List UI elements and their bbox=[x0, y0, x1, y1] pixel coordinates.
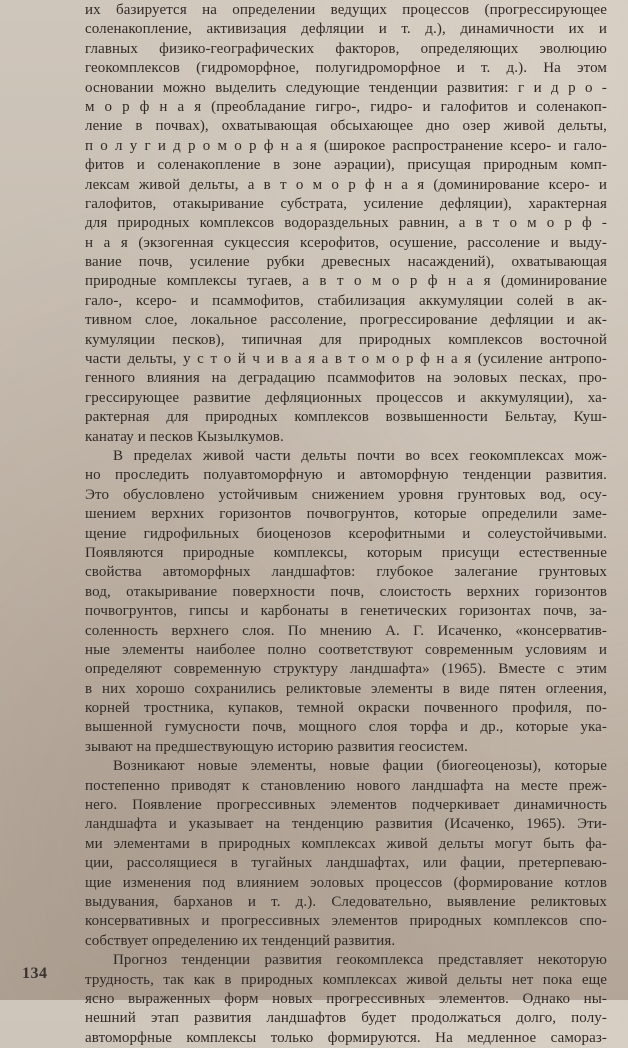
text-line: для природных комплексов водораздельных равнин, а в т о м о р ф - bbox=[85, 215, 607, 232]
text-line: фитов и соленакопление в зоне аэрации), присущая природным комп- bbox=[85, 157, 607, 174]
text-line: м о р ф н а я (преобладание гигро-, гидро- и галофитов и соленакоп- bbox=[85, 98, 607, 115]
text-line: ясно выраженных форм новых прогрессивных элементов. Однако ны- bbox=[85, 990, 607, 1007]
text-line: корней тростника, купаков, темной окраски почвенного профиля, по- bbox=[85, 700, 607, 717]
text-line: ные элементы наиболее полно соответствуют современным условиям и bbox=[85, 641, 607, 658]
text-line: щие изменения под влиянием эоловых процессов (формирование котлов bbox=[85, 874, 607, 891]
text-line: щение гидрофильных биоценозов ксерофитными и солеустойчивыми. bbox=[85, 525, 607, 542]
text-line: главных физико-географических факторов, определяющих эволюцию bbox=[85, 40, 607, 57]
text-line: В пределах живой части дельты почти во всех геокомплексах мож- bbox=[113, 447, 607, 464]
text-line: почвогрунтов, гипсы и карбонаты в генетических горизонтах почв, за- bbox=[85, 603, 607, 620]
page-number: 134 bbox=[22, 965, 48, 982]
text-line: свойства автоморфных ландшафтов: глубокое залегание грунтовых bbox=[85, 564, 607, 581]
text-line: основании можно выделить следующие тенденции развития: г и д р о - bbox=[85, 79, 607, 96]
text-line: собствует определению их тенденций развития. bbox=[85, 932, 396, 949]
text-line: ландшафта и указывает на тенденцию развития (Исаченко, 1965). Эти- bbox=[85, 816, 607, 833]
text-line: трудность, так как в природных комплексах живой дельты нет пока еще bbox=[85, 971, 607, 988]
text-line: Это обусловлено устойчивым снижением уровня грунтовых вод, осу- bbox=[85, 486, 607, 503]
text-line: Прогноз тенденции развития геокомплекса представляет некоторую bbox=[113, 952, 607, 969]
text-line: ми элементами в природных комплексах живой дельты могут быть фа- bbox=[85, 835, 607, 852]
text-line: п о л у г и д р о м о р ф н а я (широкое распространение ксеро- и гало- bbox=[85, 137, 607, 154]
text-line: нешний этап развития ландшафтов будет продолжаться долго, полу- bbox=[85, 1010, 607, 1027]
text-line: выдувания, барханов и т. д.). Следовательно, выявление реликтовых bbox=[85, 893, 607, 910]
text-line: гало-, ксеро- и псаммофитов, стабилизация аккумуляции солей в ак- bbox=[85, 292, 607, 309]
text-line: грессирующее развитие дефляционных процессов и аккумуляции), ха- bbox=[85, 389, 607, 406]
text-line: геокомплексов (гидроморфное, полугидроморфное и т. д.). На этом bbox=[85, 60, 607, 77]
text-line: н а я (экзогенная сукцессия ксерофитов, осушение, рассоление и выду- bbox=[85, 234, 607, 251]
text-line: части дельты, у с т о й ч и в а я а в т о м о р ф н а я (усиление антропо- bbox=[85, 351, 607, 368]
text-line: ции, рассолящиеся в тугайных ландшафтах, или фации, претерпеваю- bbox=[85, 855, 607, 872]
text-line: Появляются природные комплексы, которым присущи естественные bbox=[85, 544, 607, 561]
text-line: канатау и песков Кызылкумов. bbox=[85, 428, 284, 445]
text-line: вание почв, усиление рубки древесных насаждений), охватывающая bbox=[85, 254, 607, 271]
text-line: него. Появление прогрессивных элементов подчеркивает динамичность bbox=[85, 797, 607, 814]
text-line: их базируется на определении ведущих процессов (прогрессирующее bbox=[85, 2, 607, 18]
text-line: ление в почвах), охватывающая обсыхающее дно озер живой дельты, bbox=[85, 118, 607, 135]
text-line: вод, отакыривание поверхности почв, слоистость верхних горизонтов bbox=[85, 583, 607, 600]
body-text bbox=[85, 1, 607, 1048]
text-line: определяют современную структуру ландшафта» (1965). Вместе с этим bbox=[85, 661, 607, 678]
text-line: соленакопление, активизация дефляции и т. д.), динамичности их и bbox=[85, 21, 607, 38]
text-line: шением верхних горизонтов почвогрунтов, которые определили заме- bbox=[85, 506, 607, 523]
text-line: вышенной гумусности почв, мощного слоя торфа и др., которые ука- bbox=[85, 719, 607, 736]
text-line: консервативных и прогрессивных элементов природных комплексов спо- bbox=[85, 913, 607, 930]
text-line: природные комплексы тугаев, а в т о м о р ф н а я (доминирование bbox=[85, 273, 607, 290]
text-line: соленность верхнего слоя. По мнению А. Г. Исаченко, «консерватив- bbox=[85, 622, 607, 639]
text-line: кумуляции песков), типичная для природных комплексов восточной bbox=[85, 331, 607, 348]
text-line: лексам живой дельты, а в т о м о р ф н а я (доминирование ксеро- и bbox=[85, 176, 607, 193]
text-line: рактерная для природных комплексов возвышенности Бельтау, Куш- bbox=[85, 409, 607, 426]
text-line: зывают на предшествующую историю развития геосистем. bbox=[85, 738, 468, 755]
text-line: но проследить полуавтоморфную и автоморфную тенденции развития. bbox=[85, 467, 607, 484]
text-line: тивном слое, локальное рассоление, прогрессирование дефляции и ак- bbox=[85, 312, 607, 329]
text-line: в них хорошо сохранились реликтовые элементы в виде пятен оглеения, bbox=[85, 680, 607, 697]
text-line: генного влияния на деградацию псаммофитов на эоловых песках, про- bbox=[85, 370, 607, 387]
text-line: автоморфные комплексы только формируются. На медленное самораз- bbox=[85, 1029, 607, 1046]
text-line: постепенно приводят к становлению нового ландшафта на месте преж- bbox=[85, 777, 607, 794]
text-line: Возникают новые элементы, новые фации (биогеоценозы), которые bbox=[113, 758, 607, 775]
text-line: галофитов, отакыривание субстрата, усиление дефляции), характерная bbox=[85, 195, 607, 212]
